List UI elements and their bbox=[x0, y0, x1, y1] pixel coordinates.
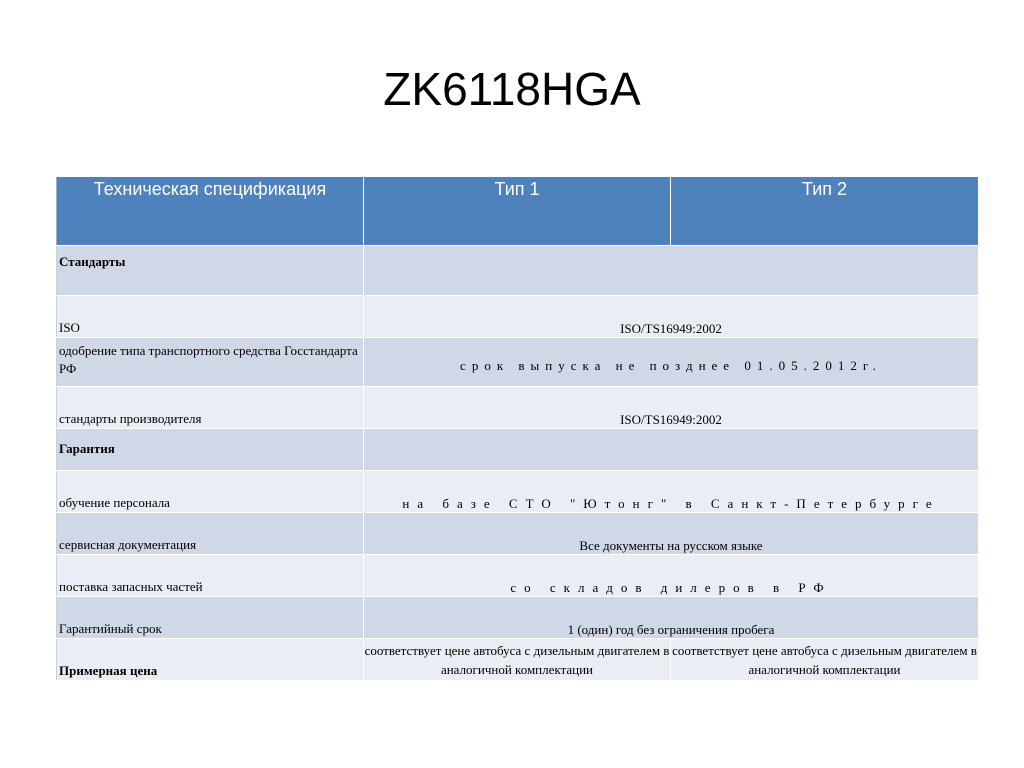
table-row bbox=[57, 387, 979, 429]
row-value-manufacturer-standards: ISO/TS16949:2002 bbox=[364, 387, 979, 429]
table-row bbox=[57, 639, 979, 681]
table-row bbox=[57, 296, 979, 338]
row-value-warranty-period: 1 (один) год без ограничения пробега bbox=[364, 597, 979, 639]
row-value-warranty bbox=[364, 429, 979, 471]
header-spec: Техническая спецификация bbox=[57, 177, 364, 246]
row-value-price-type1: соответствует цене автобуса с дизельным двигателем в аналогичной комплектации bbox=[364, 639, 671, 681]
row-label-price: Примерная цена bbox=[57, 639, 364, 681]
row-value-standards bbox=[364, 246, 979, 296]
table-row bbox=[57, 246, 979, 296]
row-label-warranty: Гарантия bbox=[57, 429, 364, 471]
row-value-type-approval: срок выпуска не позднее 01.05.2012г. bbox=[364, 338, 979, 387]
row-label-iso: ISO bbox=[57, 296, 364, 338]
table-row bbox=[57, 597, 979, 639]
header-type1: Тип 1 bbox=[364, 177, 671, 246]
row-label-warranty-period: Гарантийный срок bbox=[57, 597, 364, 639]
row-value-spare-parts: со складов дилеров в РФ bbox=[364, 555, 979, 597]
table-row bbox=[57, 555, 979, 597]
row-label-manufacturer-standards: стандарты производителя bbox=[57, 387, 364, 429]
row-label-type-approval: одобрение типа транспортного средства Госстандарта РФ bbox=[57, 338, 364, 387]
table-row bbox=[57, 513, 979, 555]
row-label-service-docs: сервисная документация bbox=[57, 513, 364, 555]
page-title: ZK6118HGA bbox=[383, 63, 641, 115]
specification-table bbox=[56, 176, 979, 681]
table-row bbox=[57, 471, 979, 513]
row-value-iso: ISO/TS16949:2002 bbox=[364, 296, 979, 338]
row-label-spare-parts: поставка запасных частей bbox=[57, 555, 364, 597]
row-value-staff-training: на базе СТО "Ютонг" в Санкт-Петербурге bbox=[364, 471, 979, 513]
row-label-staff-training: обучение персонала bbox=[57, 471, 364, 513]
table-row bbox=[57, 429, 979, 471]
row-value-service-docs: Все документы на русском языке bbox=[364, 513, 979, 555]
header-type2: Тип 2 bbox=[671, 177, 979, 246]
table-header-row bbox=[57, 177, 979, 246]
row-label-standards: Стандарты bbox=[57, 246, 364, 296]
row-value-price-type2: соответствует цене автобуса с дизельным двигателем в аналогичной комплектации bbox=[671, 639, 979, 681]
table-row bbox=[57, 338, 979, 387]
